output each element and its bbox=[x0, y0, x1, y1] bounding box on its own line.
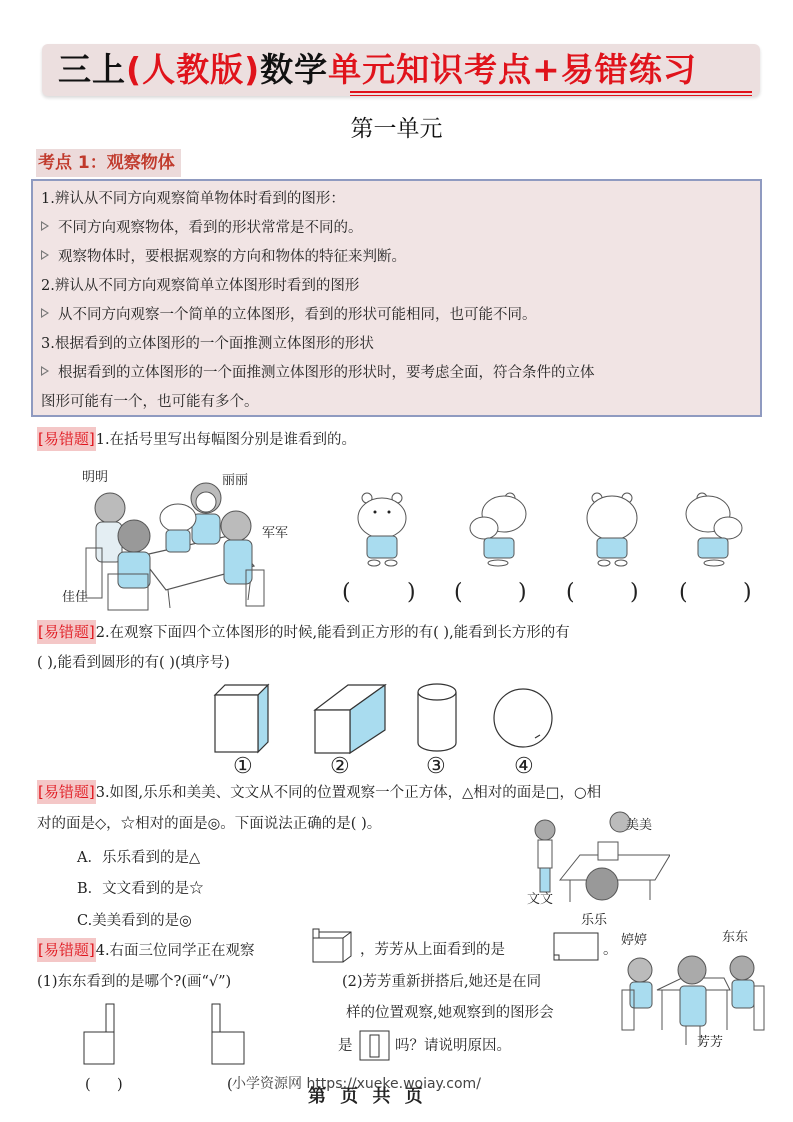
name-lili: 丽丽 bbox=[222, 473, 249, 488]
q1-blank-2-close: ) bbox=[518, 580, 527, 605]
kp-heading-1: 1.辨认从不同方向观察简单物体时看到的图形： bbox=[41, 191, 345, 207]
top-view-shape-icon bbox=[553, 932, 599, 962]
question-3-prompt: [易错题]3.如图,乐乐和美美、文文从不同的位置观察一个正方体，△相对的面是□，○相 bbox=[37, 780, 601, 805]
title-grade: 三上 bbox=[58, 50, 126, 89]
hippo-views-illustration bbox=[345, 490, 755, 570]
question-2-prompt: [易错题]2.在观察下面四个立体图形的时候,能看到正方形的有( ),能看到长方形的有 bbox=[37, 620, 570, 645]
unit-title: 第一单元 bbox=[350, 116, 443, 142]
view-choice-2 bbox=[212, 1004, 244, 1064]
q1-blank-3-close: ) bbox=[630, 580, 639, 605]
title-underline bbox=[350, 91, 752, 93]
triangle-bullet-icon bbox=[41, 250, 49, 260]
question-4-sub2-line3b: 吗？请说明原因。 bbox=[395, 1038, 511, 1054]
watermark: 小学资源网 https://xueke.woiay.com/ bbox=[232, 1076, 481, 1092]
q1-blank-4-open[interactable]: ( bbox=[679, 580, 688, 605]
view-choices-illustration bbox=[82, 1000, 262, 1070]
hippo-right-side-view bbox=[686, 493, 742, 566]
name-lele: 乐乐 bbox=[581, 913, 608, 928]
q4-choice-1-blank-open[interactable]: ( bbox=[85, 1077, 91, 1093]
question-1-prompt: [易错题]1.在括号里写出每幅图分别是谁看到的。 bbox=[37, 427, 356, 452]
question-4-prompt-cont: ，芳芳从上面看到的是 bbox=[360, 942, 505, 958]
name-tingting: 婷婷 bbox=[621, 933, 648, 948]
name-junjun: 军军 bbox=[262, 526, 289, 541]
mistake-prone-tag: [易错题] bbox=[37, 620, 96, 644]
triangle-bullet-icon bbox=[41, 221, 49, 231]
hippo-left-side-view bbox=[470, 493, 526, 566]
question-4-prompt: [易错题]4.右面三位同学正在观察 bbox=[37, 938, 255, 963]
kp-heading-3: 3.根据看到的立体图形的一个面推测立体图形的形状 bbox=[41, 336, 374, 352]
question-4-sub2-line3a: 是 bbox=[338, 1038, 353, 1054]
question-3-prompt-cont: 对的面是◇，☆相对的面是◎。下面说法正确的是( )。 bbox=[37, 816, 382, 832]
knowledge-point-box bbox=[31, 179, 762, 417]
name-mingming: 明明 bbox=[82, 470, 109, 485]
kp-continuation: 图形可能有一个，也可能有多个。 bbox=[41, 394, 259, 410]
q4-choice-1-blank-close: ) bbox=[117, 1077, 123, 1093]
title-subject: 数学 bbox=[260, 50, 329, 89]
kp-bullet-3: 从不同方向观察一个简单的立体图形，看到的形状可能相同，也可能不同。 bbox=[41, 306, 537, 324]
kp-heading-2: 2.辨认从不同方向观察简单立体图形时看到的图形 bbox=[41, 278, 360, 294]
triangle-bullet-icon bbox=[41, 308, 49, 318]
title-topic: 单元知识考点+易错练习 bbox=[328, 50, 697, 89]
cube-shape bbox=[215, 685, 268, 752]
name-fangfang: 芳芳 bbox=[697, 1035, 724, 1050]
solid-shapes-illustration bbox=[210, 680, 570, 755]
question-2-prompt-cont: ( ),能看到圆形的有( )(填序号) bbox=[37, 655, 230, 671]
hippo-front-view bbox=[358, 493, 406, 566]
mistake-prone-tag: [易错题] bbox=[37, 427, 96, 451]
hippo-back-view bbox=[587, 493, 637, 566]
title-edition: (人教版) bbox=[126, 50, 261, 89]
sphere-shape bbox=[494, 689, 552, 747]
mistake-prone-tag: [易错题] bbox=[37, 938, 96, 962]
q1-blank-1-close: ) bbox=[407, 580, 416, 605]
name-meimei: 美美 bbox=[626, 818, 653, 833]
shape-label-1: ① bbox=[233, 754, 253, 779]
children-at-table-illustration bbox=[78, 478, 268, 613]
cylinder-shape bbox=[418, 684, 456, 751]
name-dongdong: 东东 bbox=[722, 930, 749, 945]
title-underline-thin bbox=[350, 95, 752, 96]
name-jiajia: 佳佳 bbox=[62, 590, 89, 605]
q1-blank-3-open[interactable]: ( bbox=[566, 580, 575, 605]
q1-blank-2-open[interactable]: ( bbox=[454, 580, 463, 605]
kp-bullet-1: 不同方向观察物体，看到的形状常常是不同的。 bbox=[41, 219, 363, 237]
kp-bullet-4: 根据看到的立体图形的一个面推测立体图形的形状时，要考虑全面，符合条件的立体 bbox=[41, 364, 595, 382]
triangle-bullet-icon bbox=[41, 366, 49, 376]
three-students-illustration bbox=[612, 950, 772, 1050]
option-c[interactable]: C.美美看到的是◎ bbox=[77, 913, 192, 929]
question-4-period: 。 bbox=[603, 942, 618, 958]
kp-bullet-2: 观察物体时，要根据观察的方向和物体的特征来判断。 bbox=[41, 248, 406, 266]
q1-blank-4-close: ) bbox=[743, 580, 752, 605]
shape-label-4: ④ bbox=[514, 754, 534, 779]
proposed-view-shape-icon bbox=[359, 1030, 391, 1062]
option-a[interactable]: A．乐乐看到的是△ bbox=[77, 850, 201, 866]
option-b[interactable]: B．文文看到的是☆ bbox=[77, 881, 204, 897]
question-4-sub1: (1)东东看到的是哪个?(画“√”) bbox=[37, 974, 232, 990]
question-4-sub2-line2: 样的位置观察,她观察到的图形会 bbox=[346, 1005, 554, 1021]
mistake-prone-tag: [易错题] bbox=[37, 780, 96, 804]
cuboid-shape bbox=[315, 685, 385, 753]
shape-label-2: ② bbox=[330, 754, 350, 779]
view-choice-1 bbox=[84, 1004, 114, 1064]
question-4-sub2-line1: (2)芳芳重新拼搭后,她还是在同 bbox=[342, 974, 542, 990]
shape-label-3: ③ bbox=[426, 754, 446, 779]
page-title bbox=[58, 48, 697, 92]
knowledge-point-label: 考点 1：观察物体 bbox=[36, 149, 181, 177]
q4-choice-2-blank-open[interactable]: ( bbox=[227, 1077, 233, 1093]
name-wenwen: 文文 bbox=[527, 892, 554, 907]
q1-blank-1-open[interactable]: ( bbox=[342, 580, 351, 605]
page-number: 第 页 共 页 bbox=[308, 1086, 427, 1107]
block-arrangement-icon bbox=[311, 928, 357, 964]
